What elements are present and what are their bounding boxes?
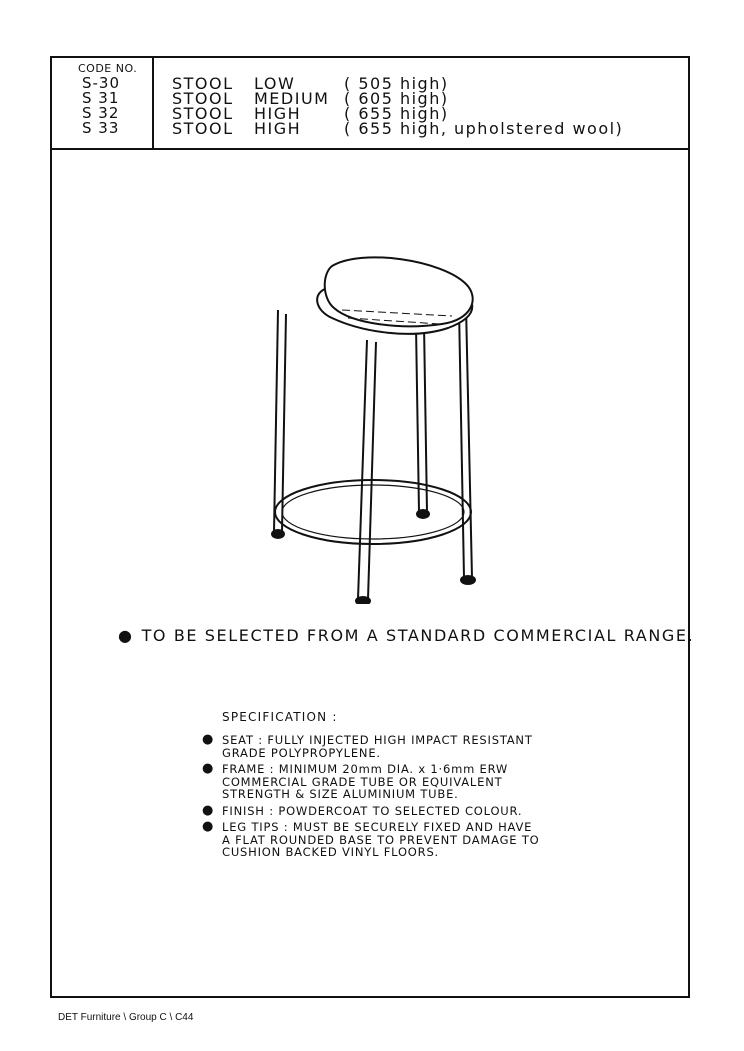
specification-title: SPECIFICATION : (222, 710, 338, 724)
item-desc: ( 505 high) (344, 74, 449, 93)
item-name: STOOL (172, 119, 234, 138)
code-item: S 31 (82, 89, 120, 107)
leg-tip (272, 530, 284, 538)
item-name: STOOL (172, 74, 234, 93)
drawing-sheet (50, 56, 695, 998)
spec-item (202, 821, 622, 859)
header-table (52, 58, 688, 150)
item-size: LOW (254, 74, 296, 93)
leg-tip (417, 510, 429, 518)
stool-illustration (252, 244, 492, 604)
foot-ring-inner (282, 485, 464, 539)
spec-item (202, 802, 622, 818)
footer-reference: DET Furniture \ Group C \ C44 (58, 1012, 194, 1023)
foot-ring (275, 480, 471, 544)
front-leg-left (358, 340, 376, 599)
item-size: HIGH (254, 119, 302, 138)
item-row (172, 121, 623, 136)
spec-text: LEG TIPS : MUST BE SECURELY FIXED AND HAVE A FLAT ROUNDED BASE TO PREVENT DAMAGE TO CUSHION BACKED VINYL FLOORS. (222, 820, 540, 859)
code-item: S-30 (82, 74, 121, 92)
code-column (52, 58, 154, 148)
item-list (172, 76, 623, 136)
leg-tip (461, 576, 475, 584)
note-text: TO BE SELECTED FROM A STANDARD COMMERCIAL RANGE. (141, 626, 695, 645)
code-item: S 33 (82, 119, 120, 137)
bullet-icon: ● (202, 732, 215, 747)
leg-tip (356, 597, 370, 604)
item-desc: ( 655 high) (344, 104, 449, 123)
item-name: STOOL (172, 89, 234, 108)
item-desc: ( 605 high) (344, 89, 449, 108)
bullet-icon: ● (202, 819, 215, 834)
spec-text: FRAME : MINIMUM 20mm DIA. x 1·6mm ERW COMMERCIAL GRADE TUBE OR EQUIVALENT STRENGTH & SIZE ALUMINIUM TUBE. (222, 762, 509, 801)
spec-item (202, 763, 622, 801)
item-size: HIGH (254, 104, 302, 123)
item-desc: ( 655 high, upholstered wool) (344, 119, 624, 138)
bullet-icon: ● (118, 626, 134, 645)
front-leg-right (459, 306, 472, 578)
bullet-icon: ● (202, 802, 215, 818)
item-name: STOOL (172, 104, 234, 123)
spec-text: FINISH : POWDERCOAT TO SELECTED COLOUR. (222, 803, 523, 818)
code-item: S 32 (82, 104, 120, 122)
specification (202, 710, 622, 863)
spec-text: SEAT : FULLY INJECTED HIGH IMPACT RESISTANT GRADE POLYPROPYLENE. (222, 733, 533, 760)
code-label: CODE NO. (78, 62, 138, 75)
spec-item (202, 734, 622, 759)
selection-note (118, 626, 694, 645)
item-size: MEDIUM (254, 89, 330, 108)
code-list (82, 76, 120, 136)
bullet-icon: ● (202, 761, 215, 776)
